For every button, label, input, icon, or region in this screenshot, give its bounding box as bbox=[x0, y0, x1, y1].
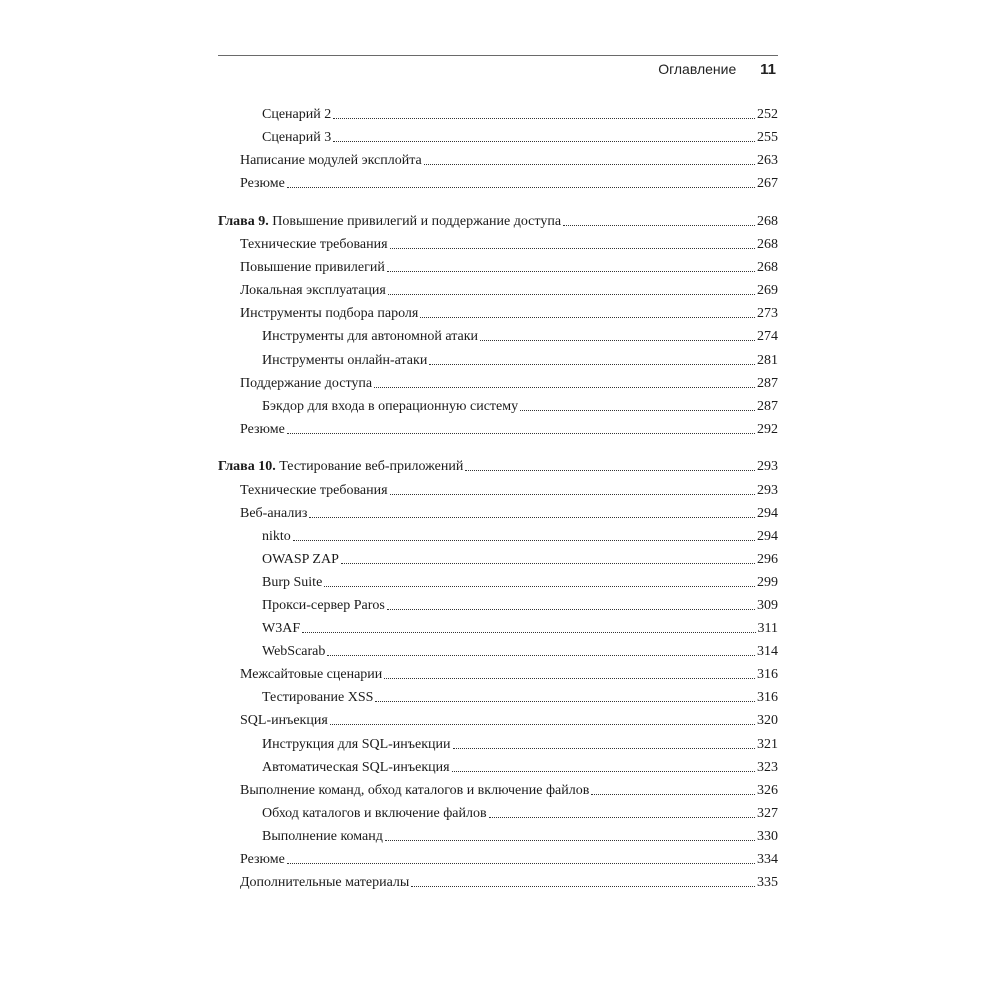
toc-page-number: 293 bbox=[757, 459, 778, 475]
toc-entry[interactable] bbox=[218, 100, 778, 123]
toc-page-number: 296 bbox=[757, 551, 778, 567]
toc-entry-title bbox=[262, 598, 387, 614]
toc-entry-title bbox=[262, 644, 327, 660]
toc-entry-title bbox=[262, 552, 341, 568]
toc-page-number: 316 bbox=[757, 690, 778, 706]
toc-entry-title bbox=[262, 107, 333, 123]
toc-entry-title bbox=[240, 506, 309, 522]
toc-page-number: 267 bbox=[757, 176, 778, 192]
entry-title-text: Обход каталогов и включение файлов bbox=[262, 805, 487, 821]
dot-leader bbox=[411, 886, 755, 887]
entry-title-text: Межсайтовые сценарии bbox=[240, 667, 383, 683]
header-rule bbox=[218, 55, 778, 56]
entry-title-text: Тестирование XSS bbox=[262, 690, 374, 706]
toc-entry-title bbox=[262, 353, 429, 369]
dot-leader bbox=[563, 225, 755, 226]
toc-entry[interactable] bbox=[218, 776, 778, 799]
toc-entry-title bbox=[262, 529, 293, 545]
toc-entry[interactable] bbox=[218, 253, 778, 276]
toc-entry[interactable] bbox=[218, 230, 778, 253]
dot-leader bbox=[390, 248, 755, 249]
toc-entry[interactable] bbox=[218, 660, 778, 683]
toc-page-number: 252 bbox=[757, 107, 778, 123]
toc-entry[interactable] bbox=[218, 799, 778, 822]
toc-entry[interactable] bbox=[218, 845, 778, 868]
dot-leader bbox=[420, 317, 755, 318]
entry-title-text: Резюме bbox=[240, 421, 285, 437]
entry-title-text: W3AF bbox=[262, 621, 301, 637]
dot-leader bbox=[327, 655, 755, 656]
toc-page-number: 255 bbox=[757, 130, 778, 146]
toc-entry-title bbox=[262, 690, 375, 706]
entry-title-text: nikto bbox=[262, 528, 291, 544]
dot-leader bbox=[429, 364, 755, 365]
dot-leader bbox=[330, 724, 755, 725]
dot-leader bbox=[591, 794, 755, 795]
dot-leader bbox=[287, 863, 755, 864]
toc-entry-title bbox=[240, 713, 330, 729]
toc-page-number: 268 bbox=[757, 260, 778, 276]
toc-entry-title bbox=[218, 459, 465, 475]
toc-entry[interactable] bbox=[218, 522, 778, 545]
dot-leader bbox=[333, 118, 755, 119]
dot-leader bbox=[293, 540, 755, 541]
toc-page-number: 314 bbox=[757, 644, 778, 660]
toc-entry-title bbox=[262, 621, 302, 637]
toc-entry[interactable] bbox=[218, 753, 778, 776]
entry-title-text: Инструменты подбора пароля bbox=[240, 306, 419, 322]
toc-entry-title bbox=[218, 214, 563, 230]
toc-page-number: 268 bbox=[757, 237, 778, 253]
entry-title-text: Резюме bbox=[240, 176, 285, 192]
toc-entry-title bbox=[262, 737, 453, 753]
toc-entry-title bbox=[262, 130, 333, 146]
toc-entry[interactable] bbox=[218, 475, 778, 498]
group-spacer bbox=[218, 192, 778, 207]
toc-entry-title bbox=[262, 829, 385, 845]
dot-leader bbox=[453, 748, 755, 749]
running-head bbox=[658, 61, 776, 78]
dot-leader bbox=[309, 517, 755, 518]
dot-leader bbox=[489, 817, 755, 818]
toc-page-number: 327 bbox=[757, 805, 778, 821]
table-of-contents bbox=[218, 100, 778, 891]
entry-title-text: Тестирование веб-приложений bbox=[275, 459, 464, 475]
entry-title-text: OWASP ZAP bbox=[262, 551, 339, 567]
dot-leader bbox=[302, 632, 755, 633]
toc-chapter-entry[interactable] bbox=[218, 207, 778, 230]
toc-entry[interactable] bbox=[218, 499, 778, 522]
toc-entry[interactable] bbox=[218, 568, 778, 591]
toc-entry-title bbox=[240, 260, 387, 276]
toc-entry[interactable] bbox=[218, 276, 778, 299]
dot-leader bbox=[465, 470, 755, 471]
entry-title-text: Выполнение команд, обход каталогов и включение файлов bbox=[240, 782, 590, 798]
toc-page-number: 321 bbox=[757, 736, 778, 752]
entry-title-text: Технические требования bbox=[240, 237, 388, 253]
toc-entry-title bbox=[262, 760, 452, 776]
entry-title-text: WebScarab bbox=[262, 644, 326, 660]
toc-entry[interactable] bbox=[218, 683, 778, 706]
group-spacer bbox=[218, 438, 778, 453]
toc-entry-title bbox=[240, 783, 591, 799]
entry-title-text: Веб-анализ bbox=[240, 505, 308, 521]
dot-leader bbox=[390, 494, 755, 495]
toc-entry[interactable] bbox=[218, 392, 778, 415]
toc-page-number: 281 bbox=[757, 352, 778, 368]
entry-title-text: Сценарий 3 bbox=[262, 130, 332, 146]
entry-title-text: Повышение привилегий и поддержание доступа bbox=[268, 213, 562, 229]
toc-entry-title bbox=[240, 176, 287, 192]
toc-page-number: 294 bbox=[757, 505, 778, 521]
toc-page-number: 334 bbox=[757, 852, 778, 867]
toc-chapter-entry[interactable] bbox=[218, 452, 778, 475]
dot-leader bbox=[480, 340, 755, 341]
toc-entry[interactable] bbox=[218, 822, 778, 845]
toc-entry-title bbox=[240, 376, 374, 392]
entry-title-text: Повышение привилегий bbox=[240, 260, 385, 276]
toc-page-number: 323 bbox=[757, 759, 778, 775]
toc-entry[interactable] bbox=[218, 706, 778, 729]
dot-leader bbox=[424, 164, 755, 165]
entry-title-text: Прокси-сервер Paros bbox=[262, 597, 385, 613]
dot-leader bbox=[385, 840, 755, 841]
dot-leader bbox=[287, 187, 755, 188]
dot-leader bbox=[375, 701, 755, 702]
toc-page-number: 294 bbox=[757, 528, 778, 544]
toc-page-number: 292 bbox=[757, 421, 778, 437]
dot-leader bbox=[388, 294, 755, 295]
toc-entry[interactable] bbox=[218, 591, 778, 614]
entry-title-text: Инструменты онлайн-атаки bbox=[262, 352, 428, 368]
chapter-label: Глава 9. bbox=[218, 213, 269, 229]
toc-entry-title bbox=[240, 153, 424, 169]
toc-page-number: 320 bbox=[757, 713, 778, 729]
entry-title-text: Burp Suite bbox=[262, 574, 323, 590]
toc-entry[interactable] bbox=[218, 322, 778, 345]
toc-entry[interactable] bbox=[218, 299, 778, 322]
toc-page-number: 268 bbox=[757, 213, 778, 229]
toc-entry[interactable] bbox=[218, 369, 778, 392]
toc-page-number: 309 bbox=[757, 597, 778, 613]
toc-page-number: 263 bbox=[757, 153, 778, 169]
entry-title-text: Бэкдор для входа в операционную систему bbox=[262, 398, 519, 414]
toc-entry[interactable] bbox=[218, 146, 778, 169]
toc-page-number: 326 bbox=[757, 782, 778, 798]
dot-leader bbox=[324, 586, 755, 587]
dot-leader bbox=[341, 563, 755, 564]
dot-leader bbox=[287, 433, 755, 434]
entry-title-text: Локальная эксплуатация bbox=[240, 283, 386, 299]
toc-entry-title bbox=[262, 575, 324, 591]
toc-page-number: 311 bbox=[757, 621, 778, 637]
entry-title-text: SQL-инъекция bbox=[240, 713, 328, 729]
toc-entry[interactable] bbox=[218, 415, 778, 438]
chapter-label: Глава 10. bbox=[218, 459, 276, 475]
toc-entry[interactable] bbox=[218, 169, 778, 192]
toc-page-number: 287 bbox=[757, 375, 778, 391]
dot-leader bbox=[520, 410, 755, 411]
entry-title-text: Сценарий 2 bbox=[262, 107, 332, 123]
toc-entry-title bbox=[240, 422, 287, 438]
toc-entry[interactable] bbox=[218, 123, 778, 146]
dot-leader bbox=[333, 141, 755, 142]
toc-page-number: 273 bbox=[757, 306, 778, 322]
toc-page-number: 335 bbox=[757, 875, 778, 891]
toc-entry-title bbox=[240, 283, 388, 299]
toc-page-number: 293 bbox=[757, 482, 778, 498]
dot-leader bbox=[384, 678, 755, 679]
entry-title-text: Резюме bbox=[240, 852, 285, 867]
section-title: Оглавление bbox=[658, 61, 737, 77]
toc-page-number: 330 bbox=[757, 828, 778, 844]
dot-leader bbox=[374, 387, 755, 388]
toc-entry[interactable] bbox=[218, 545, 778, 568]
toc-entry[interactable] bbox=[218, 614, 778, 637]
toc-page-number: 316 bbox=[757, 667, 778, 683]
entry-title-text: Инструменты для автономной атаки bbox=[262, 329, 479, 345]
toc-entry-title bbox=[240, 483, 390, 499]
toc-entry[interactable] bbox=[218, 868, 778, 891]
toc-entry-title bbox=[240, 667, 384, 683]
entry-title-text: Выполнение команд bbox=[262, 828, 383, 844]
toc-page-number: 269 bbox=[757, 283, 778, 299]
toc-page-number: 274 bbox=[757, 329, 778, 345]
toc-entry-title bbox=[240, 237, 390, 253]
entry-title-text: Автоматическая SQL-инъекция bbox=[262, 759, 450, 775]
toc-entry[interactable] bbox=[218, 345, 778, 368]
toc-entry-title bbox=[262, 329, 480, 345]
toc-page-number: 299 bbox=[757, 574, 778, 590]
dot-leader bbox=[387, 609, 755, 610]
entry-title-text: Написание модулей эксплойта bbox=[240, 153, 422, 169]
toc-entry[interactable] bbox=[218, 729, 778, 752]
toc-entry[interactable] bbox=[218, 637, 778, 660]
toc-entry-title bbox=[240, 875, 411, 891]
entry-title-text: Поддержание доступа bbox=[240, 375, 373, 391]
toc-entry-title bbox=[262, 806, 489, 822]
entry-title-text: Технические требования bbox=[240, 482, 388, 498]
toc-page-number: 287 bbox=[757, 398, 778, 414]
dot-leader bbox=[452, 771, 755, 772]
toc-entry-title bbox=[240, 306, 420, 322]
dot-leader bbox=[387, 271, 755, 272]
entry-title-text: Дополнительные материалы bbox=[240, 875, 410, 891]
page-number: 11 bbox=[760, 61, 776, 78]
entry-title-text: Инструкция для SQL-инъекции bbox=[262, 736, 451, 752]
toc-entry-title bbox=[240, 852, 287, 868]
toc-entry-title bbox=[262, 399, 520, 415]
